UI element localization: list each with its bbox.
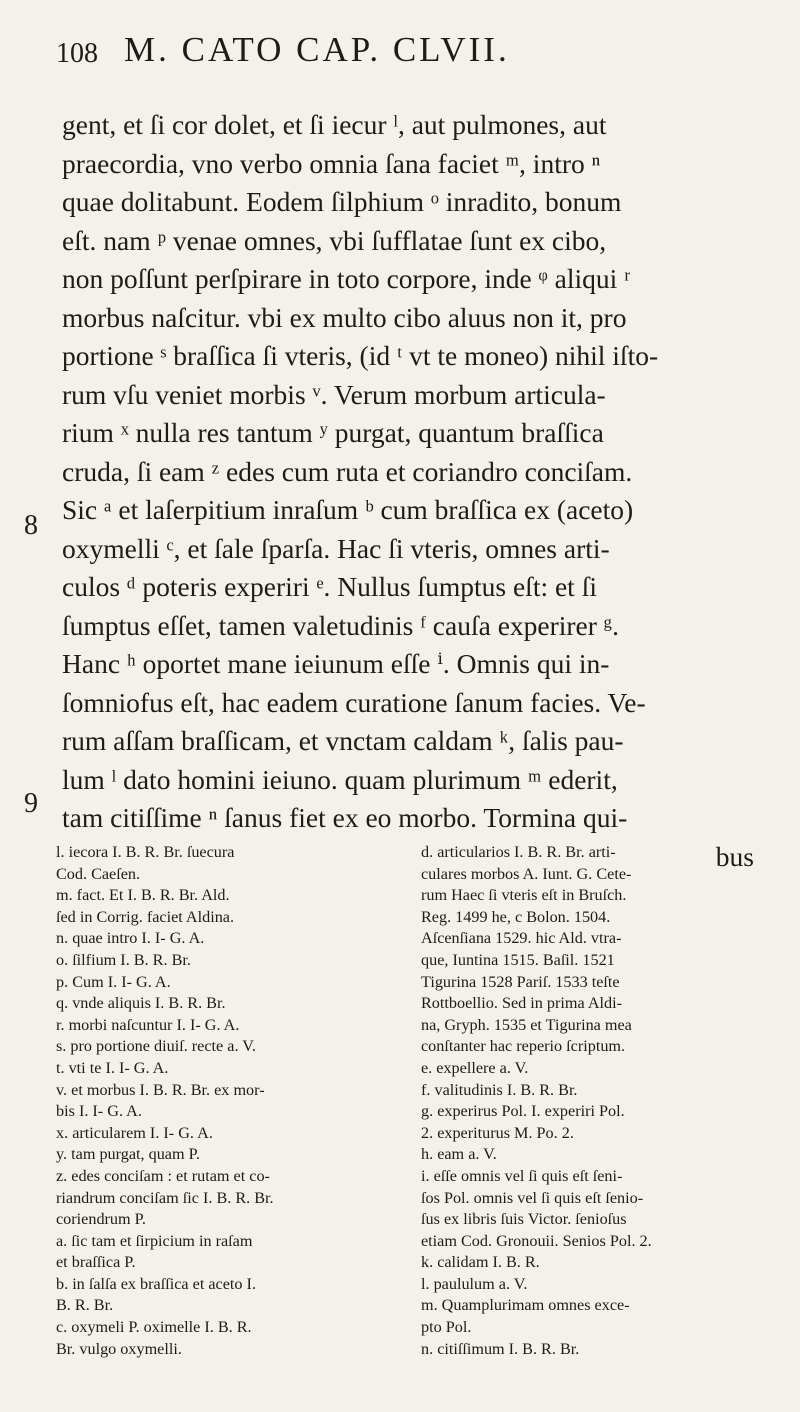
footnote-line: coriendrum P.: [56, 1210, 146, 1229]
margin-marker: 8: [24, 510, 38, 541]
footnote-line: bis I. I- G. A.: [56, 1102, 142, 1121]
footnote-line: l. paululum a. V.: [421, 1274, 528, 1293]
footnote-line: q. vnde aliquis I. B. R. Br.: [56, 994, 226, 1013]
main-text: [62, 106, 754, 876]
footnotes-left-column: [56, 842, 396, 1360]
footnote-line: ſus ex libris ſuis Victor. ſenioſus: [421, 1210, 627, 1229]
footnote-line: g. experirus Pol. I. experiri Pol.: [421, 1102, 625, 1121]
footnote-line: h. eam a. V.: [421, 1145, 497, 1164]
text-line: Hanc ʰ oportet mane ieiunum eſſe ⁱ. Omnis qui in-: [62, 648, 610, 679]
footnote-line: n. citiſſimum I. B. R. Br.: [421, 1339, 580, 1358]
footnote-line: b. in ſalſa ex braſſica et aceto I.: [56, 1274, 256, 1293]
text-line: Sic ᵃ et laſerpitium inraſum ᵇ cum braſſica ex (aceto): [62, 494, 634, 525]
footnote-line: et braſſica P.: [56, 1253, 136, 1272]
footnote-line: B. R. Br.: [56, 1296, 114, 1315]
footnote-line: s. pro portione diuiſ. recte a. V.: [56, 1037, 256, 1056]
footnote-line: riandrum conciſam ſic I. B. R. Br.: [56, 1188, 274, 1207]
text-line: oxymelli ᶜ, et ſale ſparſa. Hac ſi vteris, omnes arti-: [62, 532, 610, 564]
footnote-line: pto Pol.: [421, 1318, 472, 1337]
footnote-line: m. fact. Et I. B. R. Br. Ald.: [56, 886, 230, 905]
footnote-line: na, Gryph. 1535 et Tigurina mea: [421, 1015, 632, 1034]
footnote-line: o. ſilfium I. B. R. Br.: [56, 950, 191, 969]
footnote-line: rum Haec ſi vteris eſt in Bruſch.: [421, 886, 627, 905]
footnote-line: ſos Pol. omnis vel ſi quis eſt ſenio-: [421, 1188, 644, 1207]
footnote-line: r. morbi naſcuntur I. I- G. A.: [56, 1015, 240, 1034]
footnote-line: Rottboellio. Sed in prima Aldi-: [421, 994, 622, 1013]
text-line: ſomniofus eſt, hac eadem curatione ſanum facies. Ve-: [62, 686, 646, 718]
footnote-line: m. Quamplurimam omnes exce-: [421, 1296, 630, 1315]
text-line: rum aſſam braſſicam, et vnctam caldam ᵏ, ſalis pau-: [62, 725, 624, 756]
footnote-line: Cod. Caeſen.: [56, 864, 141, 883]
footnote-line: k. calidam I. B. R.: [421, 1253, 540, 1272]
footnote-line: ſed in Corrig. faciet Aldina.: [56, 907, 235, 926]
running-title: M. CATO CAP. CLVII.: [124, 30, 510, 69]
footnote-line: etiam Cod. Gronouii. Senios Pol. 2.: [421, 1231, 652, 1250]
text-line: eſt. nam ᵖ venae omnes, vbi ſufflatae ſunt ex cibo,: [62, 224, 607, 256]
text-line: praecordia, vno verbo omnia ſana faciet ᵐ, intro ⁿ: [62, 147, 601, 179]
footnote-line: conſtanter hac reperio ſcriptum.: [421, 1037, 626, 1056]
footnote-line: f. valitudinis I. B. R. Br.: [421, 1080, 578, 1099]
text-line: non poſſunt perſpirare in toto corpore, inde ᵠ aliqui ʳ: [62, 263, 631, 294]
text-line: ſumptus eſſet, tamen valetudinis ᶠ cauſa experirer ᵍ.: [62, 609, 619, 641]
footnotes-right-column: [421, 842, 761, 1360]
text-line: quae dolitabunt. Eodem ſilphium ᵒ inradito, bonum: [62, 186, 622, 217]
footnote-line: z. edes conciſam : et rutam et co-: [56, 1166, 270, 1185]
footnote-line: t. vti te I. I- G. A.: [56, 1058, 169, 1077]
footnote-line: que, Iuntina 1515. Baſil. 1521: [421, 950, 615, 969]
footnote-line: x. articularem I. I- G. A.: [56, 1123, 213, 1142]
text-line: culos ᵈ poteris experiri ᵉ. Nullus ſumptus eſt: et ſi: [62, 571, 597, 602]
text-line: cruda, ſi eam ᶻ edes cum ruta et coriandro conciſam.: [62, 455, 633, 487]
text-line: morbus naſcitur. vbi ex multo cibo aluus non it, pro: [62, 301, 627, 333]
footnote-line: Br. vulgo oxymelli.: [56, 1339, 182, 1358]
footnote-line: Tigurina 1528 Pariſ. 1533 teſte: [421, 972, 620, 991]
text-line: gent, et ſi cor dolet, et ſi iecur ˡ, aut pulmones, aut: [62, 109, 607, 140]
footnote-line: culares morbos A. Iunt. G. Cete-: [421, 864, 632, 883]
footnote-line: e. expellere a. V.: [421, 1058, 529, 1077]
footnote-line: l. iecora I. B. R. Br. ſuecura: [56, 843, 235, 861]
footnote-line: y. tam purgat, quam P.: [56, 1145, 200, 1164]
catchword: bus: [715, 840, 754, 872]
footnote-line: 2. experiturus M. Po. 2.: [421, 1123, 574, 1142]
text-line: lum ˡ dato homini ieiuno. quam plurimum ᵐ ederit,: [62, 763, 618, 795]
footnote-line: n. quae intro I. I- G. A.: [56, 929, 205, 948]
footnote-line: Reg. 1499 he, c Bolon. 1504.: [421, 907, 611, 926]
footnote-line: a. ſic tam et ſirpicium in raſam: [56, 1231, 253, 1250]
text-line: portione ˢ braſſica ſi vteris, (id ᵗ vt te moneo) nihil iſto-: [62, 340, 659, 371]
margin-marker: 9: [24, 788, 38, 819]
footnote-line: p. Cum I. I- G. A.: [56, 972, 171, 991]
text-line: rum vſu veniet morbis ᵛ. Verum morbum articula-: [62, 378, 606, 410]
page-number: 108: [56, 38, 98, 69]
text-line: tam citiſſime ⁿ ſanus fiet ex eo morbo. Tormina qui-: [62, 802, 628, 833]
footnote-line: d. articularios I. B. R. Br. arti-: [421, 843, 616, 861]
footnote-line: Aſcenſiana 1529. hic Ald. vtra-: [421, 929, 622, 948]
footnote-line: i. eſſe omnis vel ſi quis eſt ſeni-: [421, 1166, 623, 1185]
text-line: rium ˣ nulla res tantum ʸ purgat, quantum braſſica: [62, 417, 604, 448]
footnote-line: c. oxymeli P. oximelle I. B. R.: [56, 1318, 252, 1337]
footnote-line: v. et morbus I. B. R. Br. ex mor-: [56, 1080, 265, 1099]
